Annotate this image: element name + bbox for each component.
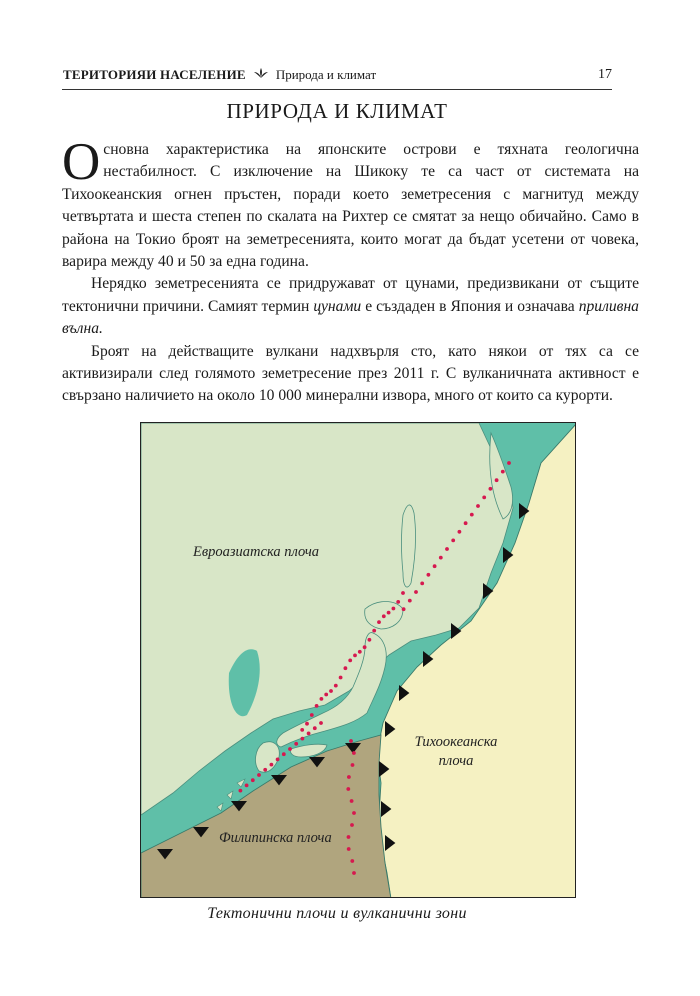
paragraph-1 bbox=[62, 133, 639, 273]
volcano-dot bbox=[263, 768, 267, 772]
volcano-dot bbox=[368, 638, 372, 642]
volcano-dot bbox=[257, 773, 261, 777]
volcano-dot bbox=[489, 487, 493, 491]
volcano-dot bbox=[294, 742, 298, 746]
volcano-dot bbox=[320, 697, 324, 701]
running-header bbox=[63, 64, 612, 86]
section-title: ТЕРИТОРИЯИ НАСЕЛЕНИЕ bbox=[63, 67, 246, 82]
volcano-dot bbox=[382, 614, 386, 618]
volcano-dot bbox=[350, 859, 354, 863]
floral-ornament-icon bbox=[253, 67, 269, 83]
chapter-title: Природа и климат bbox=[275, 67, 377, 82]
label-pacific-plate bbox=[396, 733, 516, 771]
volcano-dot bbox=[353, 654, 357, 658]
volcano-dot bbox=[334, 684, 338, 688]
paragraph-3 bbox=[62, 341, 639, 408]
volcano-dot bbox=[495, 478, 499, 482]
volcano-dot bbox=[310, 713, 314, 717]
volcano-dot bbox=[352, 751, 356, 755]
volcano-dot bbox=[387, 611, 391, 615]
volcano-dot bbox=[420, 582, 424, 586]
volcano-dot bbox=[464, 521, 468, 525]
label-philippine-plate: Филипинска плоча bbox=[219, 830, 332, 846]
volcano-dot bbox=[282, 752, 286, 756]
volcano-dot bbox=[307, 732, 311, 736]
volcano-dot bbox=[239, 789, 243, 793]
volcano-dot bbox=[414, 590, 418, 594]
volcano-dot bbox=[401, 591, 405, 595]
volcano-dot bbox=[482, 496, 486, 500]
volcano-dot bbox=[392, 607, 396, 611]
volcano-dot bbox=[408, 599, 412, 603]
volcano-dot bbox=[300, 728, 304, 732]
paragraph-3-text: Броят на действащите вулкани надхвърля сто, като някои от тях са се активизирали след голямото земетресение през 2011 г. С вулканичната активност е свързано наличието на около 10 000 минерални извора, много от които са курорти. bbox=[62, 342, 639, 405]
volcano-dot bbox=[288, 747, 292, 751]
figure-caption: Тектонични плочи и вулканични зони bbox=[207, 905, 467, 922]
volcano-dot bbox=[315, 704, 319, 708]
volcano-dot bbox=[344, 666, 348, 670]
label-pacific-line1: Тихоокеанска bbox=[414, 734, 498, 750]
paragraph-2-part2: е създаден в Япония и означава bbox=[361, 297, 579, 315]
tectonic-map bbox=[140, 422, 576, 898]
volcano-dot bbox=[363, 645, 367, 649]
volcano-dot bbox=[276, 758, 280, 762]
volcano-dot bbox=[339, 676, 343, 680]
volcano-dot bbox=[451, 539, 455, 543]
volcano-dot bbox=[319, 721, 323, 725]
volcano-dot bbox=[352, 871, 356, 875]
drop-cap: О bbox=[62, 133, 101, 191]
volcano-dot bbox=[313, 726, 317, 730]
volcano-dot bbox=[347, 775, 351, 779]
volcano-dot bbox=[348, 659, 352, 663]
volcano-dot bbox=[445, 547, 449, 551]
page-number: 17 bbox=[598, 67, 612, 82]
volcano-dot bbox=[358, 650, 362, 654]
volcano-dot bbox=[350, 799, 354, 803]
volcano-dot bbox=[372, 629, 376, 633]
volcano-dot bbox=[347, 835, 351, 839]
volcano-dot bbox=[433, 564, 437, 568]
volcano-dot bbox=[427, 573, 431, 577]
volcano-dot bbox=[352, 811, 356, 815]
volcano-dot bbox=[439, 556, 443, 560]
volcano-dot bbox=[350, 823, 354, 827]
tectonic-map-svg bbox=[141, 423, 576, 898]
volcano-dot bbox=[476, 504, 480, 508]
header-rule bbox=[62, 89, 612, 90]
volcano-dot bbox=[245, 784, 249, 788]
volcano-dot bbox=[470, 513, 474, 517]
volcano-dot bbox=[301, 737, 305, 741]
volcano-dot bbox=[507, 461, 511, 465]
volcano-dot bbox=[396, 600, 400, 604]
label-pacific-line2: плоча bbox=[438, 753, 474, 769]
paragraph-1-text: сновна характеристика на японските острови е тяхната геологична нестабилност. С изключение на Шикоку те са част от системата на Тихоокеанския огнен пръстен, поради което земетресения с магнитуд между четвъртата и шеста степен по скалата на Рихтер се смятат за нещо обичайно. Само в района на Токио броят на земетресенията, които могат да бъдат усетени от човека, варира между 40 и 50 за една година. bbox=[62, 141, 639, 271]
volcano-dot bbox=[377, 620, 381, 624]
paragraph-2-part1: Нерядко земетресенията се придружават от цунами, предизвикани от същите тектонични причини. Самият термин bbox=[62, 275, 639, 315]
volcano-dot bbox=[458, 530, 462, 534]
volcano-dot bbox=[501, 470, 505, 474]
volcano-dot bbox=[329, 689, 333, 693]
paragraph-2 bbox=[62, 273, 639, 340]
page-title: ПРИРОДА И КЛИМАТ bbox=[226, 99, 448, 123]
volcano-dot bbox=[349, 739, 353, 743]
volcano-dot bbox=[346, 787, 350, 791]
term-tsunami: цунами bbox=[313, 297, 362, 315]
volcano-dot bbox=[305, 722, 309, 726]
volcano-dot bbox=[270, 763, 274, 767]
label-eurasian-plate: Евроазиатска плоча bbox=[193, 544, 320, 560]
volcano-dot bbox=[351, 763, 355, 767]
volcano-dot bbox=[324, 693, 328, 697]
volcano-dot bbox=[402, 607, 406, 611]
term-tidal-wave: приливна вълна. bbox=[62, 297, 639, 338]
volcano-dot bbox=[251, 778, 255, 782]
volcano-dot bbox=[347, 847, 351, 851]
body-text bbox=[62, 133, 639, 408]
